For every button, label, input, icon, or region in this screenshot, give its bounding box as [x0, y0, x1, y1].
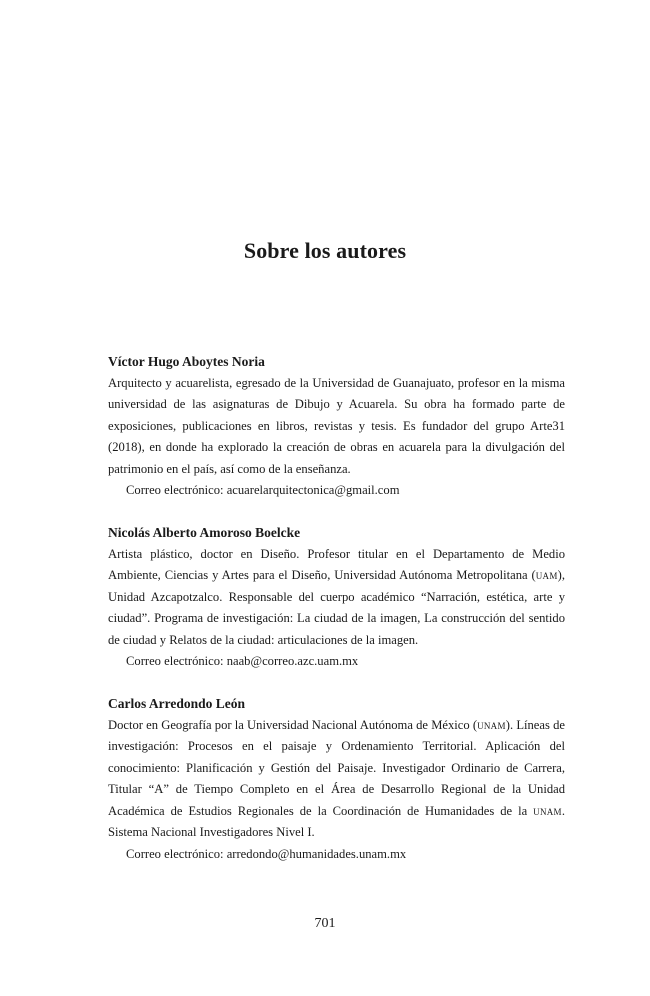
bio-text: Artista plástico, doctor en Diseño. Profesor titular en el Departamento de Medio Ambiente, Ciencias y Artes para el Diseño, Universidad Autónoma Metropolitana ( [108, 546, 565, 582]
author-bio [108, 715, 565, 844]
author-name: Carlos Arredondo León [108, 696, 246, 711]
institution-abbreviation: unam [477, 717, 506, 732]
author-email: Correo electrónico: acuarelarquitectonica@gmail.com [126, 483, 400, 497]
author-email: Correo electrónico: naab@correo.azc.uam.mx [126, 654, 359, 668]
bio-text: ). Líneas de investigación: Procesos en el paisaje y Ordenamiento Territorial. Aplicación del conocimiento: Planificación y Gestión del Paisaje. Investigador Ordinario de Carrera, Titular “A” de Tiempo Completo en el Área de Desarrollo Regional de la Unidad Académica de Estudios Regionales de la Coordinación de Humanidades de la [108, 717, 565, 818]
institution-abbreviation: uam [535, 568, 558, 582]
author-bio: Arquitecto y acuarelista, egresado de la Universidad de Guanajuato, profesor en la misma universidad de las asignaturas de Dibujo y Acuarela. Su obra ha formado parte de exposiciones, publicaciones en libros, revistas y tesis. Es fundador del grupo Arte31 (2018), en donde ha explorado la creación de obras en acuarela para la divulgación del patrimonio en el país, así como de la enseñanza. [108, 375, 565, 476]
author-name: Nicolás Alberto Amoroso Boelcke [108, 525, 301, 540]
author-entry-arredondo [108, 693, 565, 865]
author-entry-amoroso [108, 522, 565, 673]
author-name: Víctor Hugo Aboytes Noria [108, 354, 265, 369]
institution-abbreviation: unam [533, 803, 562, 818]
author-bio [108, 544, 565, 652]
author-email: Correo electrónico: arredondo@humanidades.unam.mx [126, 846, 407, 861]
author-entry-aboytes [108, 351, 565, 502]
bio-text: ), Unidad Azcapotzalco. Responsable del cuerpo académico “Narración, estética, arte y ciudad”. Programa de investigación: La ciudad de la imagen, La construcción del sentido de ciudad y Relatos de la ciudad: articulaciones de la imagen. [108, 568, 565, 647]
bio-text: . Sistema Nacional Investigadores Nivel I. [108, 803, 565, 839]
bio-text: Doctor en Geografía por la Universidad Nacional Autónoma de México ( [108, 717, 478, 732]
page-number: 701 [314, 916, 336, 931]
page-title: Sobre los autores [243, 238, 407, 263]
